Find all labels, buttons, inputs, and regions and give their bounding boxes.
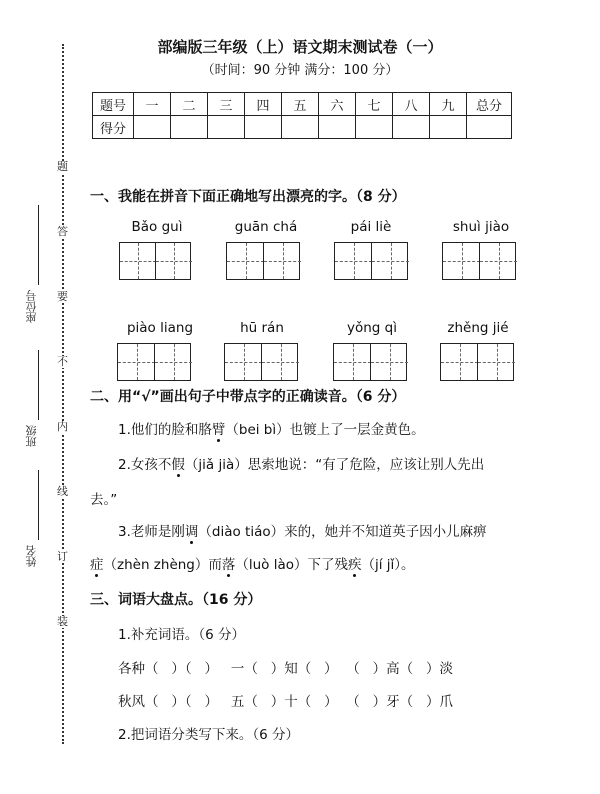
margin-char-bu: 不 — [57, 355, 68, 368]
score-input-cell[interactable] — [171, 116, 208, 139]
score-input-cell[interactable] — [393, 116, 430, 139]
question-text: （bei bì）也镀上了一层金黄色。 — [225, 422, 425, 438]
pinyin-label: guān chá — [234, 219, 298, 235]
score-input-cell[interactable] — [467, 116, 512, 139]
score-table-cell: 五 — [282, 93, 319, 116]
margin-char-yao: 要 — [57, 290, 68, 303]
dotted-char: 调 — [184, 524, 199, 540]
pinyin-label: pái liè — [350, 219, 392, 235]
score-input-cell[interactable] — [208, 116, 245, 139]
section3-sub1: 1.补充词语。（6 分） — [118, 627, 246, 643]
pinyin-label: yǒng qì — [347, 320, 397, 336]
dotted-char: 臂 — [211, 422, 226, 438]
score-table-cell: 八 — [393, 93, 430, 116]
class-blank[interactable] — [38, 350, 39, 420]
pinyin-label: piào liang — [126, 320, 194, 336]
dotted-char: 落 — [221, 557, 236, 573]
writing-grid[interactable] — [119, 242, 191, 280]
score-input-cell[interactable] — [282, 116, 319, 139]
margin-char-zhuang: 装 — [57, 615, 68, 628]
question-2-2 — [118, 453, 484, 473]
writing-grid[interactable] — [333, 343, 407, 381]
question-text: （diào tiáo）来的，她并不知道英子因小儿麻痹 — [198, 524, 487, 540]
writing-grid[interactable] — [334, 242, 408, 280]
writing-grid[interactable] — [442, 242, 516, 280]
name-blank[interactable] — [38, 470, 39, 540]
question-text: 3.老师是刚 — [118, 524, 185, 540]
writing-grid[interactable] — [226, 242, 300, 280]
question-text: （zhèn zhèng）而 — [103, 557, 222, 573]
score-input-cell[interactable] — [356, 116, 393, 139]
margin-char-ti: 题 — [57, 160, 68, 173]
question-text: （jí jǐ）。 — [361, 557, 415, 573]
fill-in-line-1[interactable]: 各种（ ）（ ） 一（ ）知（ ） （ ）高（ ）淡 — [118, 661, 453, 677]
fill-in-line-2[interactable]: 秋风（ ）（ ） 五（ ）十（ ） （ ）牙（ ）爪 — [118, 694, 453, 710]
pinyin-label: hū rán — [240, 320, 284, 336]
seat-number-blank[interactable] — [38, 205, 39, 285]
margin-char-ding: 订 — [57, 550, 68, 563]
section3-sub2: 2.把词语分类写下来。（6 分） — [118, 727, 300, 743]
section2-heading: 二、用“√”画出句子中带点字的正确读音。（6 分） — [90, 389, 406, 405]
pinyin-label: shuì jiào — [452, 219, 510, 235]
score-table-cell: 九 — [430, 93, 467, 116]
margin-char-nei: 内 — [57, 420, 68, 433]
score-input-cell[interactable] — [430, 116, 467, 139]
score-table-header-row — [93, 93, 512, 116]
question-2-3 — [118, 520, 487, 540]
question-2-3-continued — [90, 553, 415, 573]
margin-char-xian: 线 — [57, 485, 68, 498]
writing-grid[interactable] — [440, 343, 514, 381]
score-table-cell: 四 — [245, 93, 282, 116]
question-text: （jiǎ jià）思索地说：“有了危险，应该让别人先出 — [184, 457, 485, 473]
question-2-1 — [118, 418, 425, 438]
score-input-cell[interactable] — [134, 116, 171, 139]
question-2-2-continued: 去。” — [90, 492, 118, 508]
question-text: （luò lào）下了残 — [235, 557, 349, 573]
writing-grid[interactable] — [224, 343, 298, 381]
score-table-cell: 二 — [171, 93, 208, 116]
pinyin-label: zhěng jié — [447, 320, 509, 336]
section1-heading: 一、我能在拼音下面正确地写出漂亮的字。（8 分） — [90, 189, 406, 205]
seat-number-label: 座位号 — [25, 290, 38, 323]
name-label: 姓名 — [25, 545, 38, 567]
class-label: 班级 — [25, 425, 38, 447]
score-table-cell: 六 — [319, 93, 356, 116]
exam-subtitle: （时间：90 分钟 满分：100 分） — [201, 63, 399, 78]
section3-heading: 三、词语大盘点。（16 分） — [90, 592, 262, 608]
dotted-char: 症 — [90, 557, 104, 573]
dotted-char: 疾 — [348, 557, 362, 573]
score-input-cell[interactable] — [245, 116, 282, 139]
question-text: 2.女孩不 — [118, 457, 172, 473]
question-text: 1.他们的脸和胳 — [118, 422, 212, 438]
margin-char-da: 答 — [57, 225, 68, 238]
score-input-cell[interactable] — [319, 116, 356, 139]
pinyin-label: Bǎo guì — [131, 219, 183, 235]
binding-dotted-line — [62, 44, 64, 744]
score-table-cell: 一 — [134, 93, 171, 116]
score-table-score-row — [93, 116, 512, 139]
score-table-cell: 总分 — [467, 93, 512, 116]
score-table-cell: 三 — [208, 93, 245, 116]
score-table — [92, 92, 512, 139]
exam-title: 部编版三年级（上）语文期末测试卷（一） — [157, 38, 443, 56]
score-table-cell: 七 — [356, 93, 393, 116]
score-row-label: 得分 — [93, 116, 134, 139]
dotted-char: 假 — [171, 457, 185, 473]
writing-grid[interactable] — [117, 343, 191, 381]
score-table-cell: 题号 — [93, 93, 134, 116]
